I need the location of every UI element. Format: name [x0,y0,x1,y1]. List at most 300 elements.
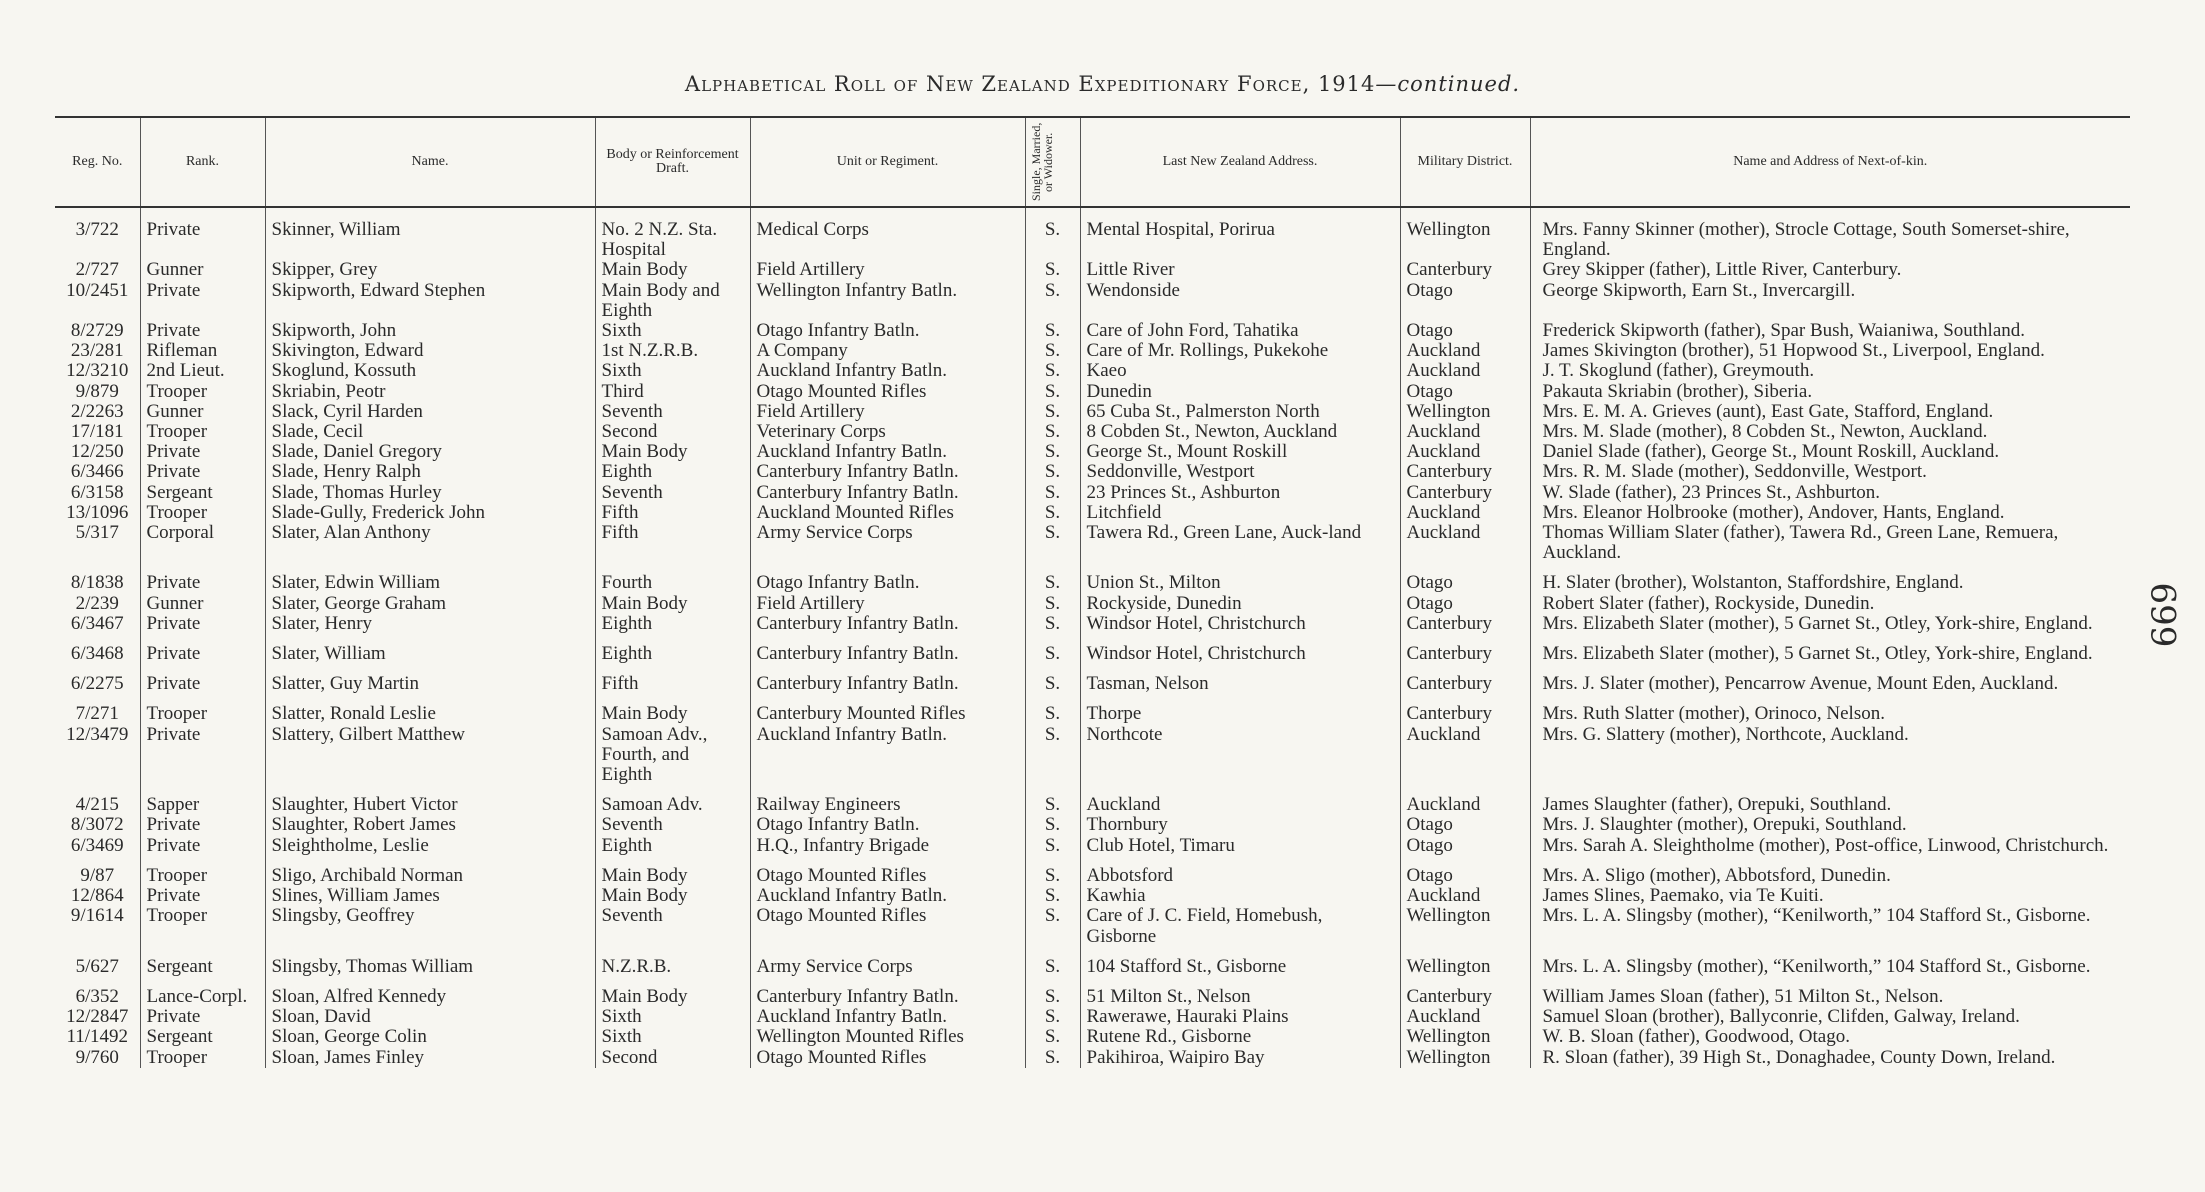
cell-rank: Private [140,462,265,482]
table-row [55,523,2130,563]
cell-reg: 4/215 [55,785,140,815]
cell-body: Fourth [595,563,750,593]
cell-rank: Private [140,664,265,694]
cell-body: Seventh [595,402,750,422]
cell-status: S. [1025,614,1080,634]
table-row [55,483,2130,503]
cell-name: Slaughter, Hubert Victor [265,785,595,815]
table-row [55,341,2130,361]
cell-district: Auckland [1400,503,1530,523]
cell-district: Wellington [1400,906,1530,946]
cell-body: Sixth [595,1007,750,1027]
table-row [55,694,2130,724]
cell-district: Auckland [1400,886,1530,906]
cell-body: Eighth [595,634,750,664]
cell-next-of-kin: Mrs. R. M. Slade (mother), Seddonville, Westport. [1542,462,1927,483]
cell-reg: 8/3072 [55,815,140,835]
cell-rank: Lance-Corpl. [140,977,265,1007]
cell-body: Main Body and Eighth [595,281,750,321]
cell-reg: 9/879 [55,382,140,402]
table-header-row [55,117,2130,207]
cell-reg: 8/2729 [55,321,140,341]
cell-status: S. [1025,906,1080,946]
cell-address: 23 Princes St., Ashburton [1080,483,1400,503]
cell-address: Care of John Ford, Tahatika [1080,321,1400,341]
cell-address: Seddonville, Westport [1080,462,1400,482]
cell-body: Sixth [595,361,750,381]
cell-next-of-kin: R. Sloan (father), 39 High St., Donaghadee, County Down, Ireland. [1542,1047,2056,1068]
cell-rank: Sergeant [140,483,265,503]
cell-next-of-kin: Thomas William Slater (father), Tawera Rd., Green Lane, Remuera, Auckland. [1542,523,2059,564]
title-main: Alphabetical Roll of New Zealand Expeditionary Force, 1914 [684,72,1376,96]
cell-status: S. [1025,725,1080,786]
cell-name: Slack, Cyril Harden [265,402,595,422]
cell-rank: Trooper [140,1048,265,1068]
cell-unit: Field Artillery [750,402,1025,422]
table-row [55,785,2130,815]
cell-district: Otago [1400,281,1530,321]
cell-rank: Trooper [140,422,265,442]
cell-name: Slade, Henry Ralph [265,462,595,482]
cell-address: 8 Cobden St., Newton, Auckland [1080,422,1400,442]
cell-status: S. [1025,382,1080,402]
cell-body: Main Body [595,260,750,280]
cell-district: Wellington [1400,207,1530,260]
cell-next-of-kin: Mrs. G. Slattery (mother), Northcote, Auckland. [1542,724,1909,745]
cell-unit: H.Q., Infantry Brigade [750,836,1025,856]
cell-district: Canterbury [1400,483,1530,503]
cell-rank: Sapper [140,785,265,815]
cell-address: Club Hotel, Timaru [1080,836,1400,856]
cell-address: 65 Cuba St., Palmerston North [1080,402,1400,422]
cell-district: Auckland [1400,725,1530,786]
cell-rank: Rifleman [140,341,265,361]
cell-next-of-kin: William James Sloan (father), 51 Milton St., Nelson. [1542,985,1944,1007]
cell-rank: Private [140,442,265,462]
cell-name: Sloan, James Finley [265,1048,595,1068]
table-row [55,402,2130,422]
cell-unit: A Company [750,341,1025,361]
cell-rank: Private [140,836,265,856]
header-nok: Name and Address of Next-of-kin. [1530,117,2130,207]
cell-status: S. [1025,815,1080,835]
cell-status: S. [1025,442,1080,462]
cell-address: Kaeo [1080,361,1400,381]
cell-district: Canterbury [1400,664,1530,694]
cell-rank: Trooper [140,382,265,402]
cell-status: S. [1025,503,1080,523]
cell-body: Seventh [595,483,750,503]
cell-body: Main Body [595,594,750,614]
cell-status: S. [1025,321,1080,341]
cell-status: S. [1025,361,1080,381]
table-row [55,563,2130,593]
cell-next-of-kin: Mrs. Eleanor Holbrooke (mother), Andover, Hants, England. [1542,502,2005,523]
cell-district: Otago [1400,836,1530,856]
cell-district: Otago [1400,382,1530,402]
table-row [55,321,2130,341]
cell-reg: 11/1492 [55,1027,140,1047]
cell-status: S. [1025,977,1080,1007]
cell-unit: Otago Infantry Batln. [750,815,1025,835]
cell-reg: 17/181 [55,422,140,442]
cell-status: S. [1025,594,1080,614]
table-row [55,281,2130,321]
header-reg: Reg. No. [55,117,140,207]
cell-next-of-kin: Mrs. J. Slaughter (mother), Orepuki, Southland. [1542,815,1907,836]
cell-name: Slade-Gully, Frederick John [265,503,595,523]
header-district: Military District. [1400,117,1530,207]
cell-unit: Otago Mounted Rifles [750,906,1025,946]
cell-next-of-kin: Mrs. E. M. A. Grieves (aunt), East Gate, Stafford, England. [1542,401,1994,422]
cell-name: Slatter, Guy Martin [265,664,595,694]
cell-district: Wellington [1400,947,1530,977]
cell-status: S. [1025,1007,1080,1027]
cell-reg: 9/760 [55,1048,140,1068]
cell-district: Otago [1400,563,1530,593]
cell-rank: Private [140,634,265,664]
cell-name: Sloan, Alfred Kennedy [265,977,595,1007]
cell-rank: Sergeant [140,1027,265,1047]
cell-body: Fifth [595,664,750,694]
cell-next-of-kin: James Skivington (brother), 51 Hopwood St., Liverpool, England. [1542,341,2045,362]
cell-unit: Railway Engineers [750,785,1025,815]
table-row [55,503,2130,523]
cell-unit: Canterbury Infantry Batln. [750,614,1025,634]
cell-reg: 6/3469 [55,836,140,856]
cell-address: Care of Mr. Rollings, Pukekohe [1080,341,1400,361]
table-row [55,594,2130,614]
cell-next-of-kin: W. B. Sloan (father), Goodwood, Otago. [1542,1027,1850,1048]
cell-next-of-kin: Robert Slater (father), Rockyside, Dunedin. [1542,593,1875,614]
title-suffix: —continued. [1375,72,1521,96]
cell-body: Fifth [595,503,750,523]
cell-body: Sixth [595,1027,750,1047]
cell-unit: Army Service Corps [750,947,1025,977]
cell-unit: Veterinary Corps [750,422,1025,442]
cell-status: S. [1025,856,1080,886]
cell-next-of-kin: James Slaughter (father), Orepuki, Southland. [1542,794,1892,816]
cell-address: 104 Stafford St., Gisborne [1080,947,1400,977]
cell-address: Rutene Rd., Gisborne [1080,1027,1400,1047]
cell-reg: 6/3466 [55,462,140,482]
cell-address: Tasman, Nelson [1080,664,1400,694]
cell-next-of-kin: Daniel Slade (father), George St., Mount Roskill, Auckland. [1542,442,2000,463]
cell-reg: 12/250 [55,442,140,462]
cell-reg: 2/727 [55,260,140,280]
cell-unit: Wellington Mounted Rifles [750,1027,1025,1047]
cell-name: Sleightholme, Leslie [265,836,595,856]
table-row [55,725,2130,786]
cell-rank: Corporal [140,523,265,563]
cell-unit: Auckland Infantry Batln. [750,361,1025,381]
cell-next-of-kin: Frederick Skipworth (father), Spar Bush, Waianiwa, Southland. [1542,321,2026,342]
cell-rank: Private [140,563,265,593]
table-row [55,856,2130,886]
cell-rank: Gunner [140,594,265,614]
cell-body: Main Body [595,694,750,724]
cell-status: S. [1025,886,1080,906]
cell-status: S. [1025,634,1080,664]
cell-unit: Auckland Infantry Batln. [750,725,1025,786]
cell-reg: 6/3468 [55,634,140,664]
cell-name: Skriabin, Peotr [265,382,595,402]
cell-next-of-kin: James Slines, Paemako, via Te Kuiti. [1542,886,1824,907]
cell-name: Slade, Cecil [265,422,595,442]
table-row [55,260,2130,280]
cell-body: Samoan Adv. [595,785,750,815]
table-row [55,1048,2130,1068]
cell-unit: Canterbury Infantry Batln. [750,664,1025,694]
header-rank: Rank. [140,117,265,207]
cell-name: Skipper, Grey [265,260,595,280]
cell-district: Auckland [1400,341,1530,361]
cell-next-of-kin: J. T. Skoglund (father), Greymouth. [1542,361,1815,382]
cell-rank: Trooper [140,503,265,523]
cell-unit: Otago Mounted Rifles [750,382,1025,402]
cell-reg: 9/1614 [55,906,140,946]
cell-body: Sixth [595,321,750,341]
cell-body: Fifth [595,523,750,563]
cell-unit: Army Service Corps [750,523,1025,563]
cell-address: George St., Mount Roskill [1080,442,1400,462]
cell-unit: Canterbury Mounted Rifles [750,694,1025,724]
cell-unit: Field Artillery [750,594,1025,614]
cell-name: Slatter, Ronald Leslie [265,694,595,724]
cell-status: S. [1025,664,1080,694]
table-row [55,1007,2130,1027]
cell-name: Slade, Thomas Hurley [265,483,595,503]
cell-rank: Private [140,281,265,321]
roll-table-container [55,116,2130,1068]
header-status [1025,117,1080,207]
cell-unit: Canterbury Infantry Batln. [750,634,1025,664]
cell-body: Seventh [595,906,750,946]
cell-unit: Canterbury Infantry Batln. [750,483,1025,503]
cell-status: S. [1025,483,1080,503]
cell-body: Main Body [595,856,750,886]
cell-unit: Otago Mounted Rifles [750,856,1025,886]
cell-district: Auckland [1400,361,1530,381]
cell-body: Eighth [595,836,750,856]
table-row [55,815,2130,835]
cell-district: Auckland [1400,523,1530,563]
cell-address: Pakihiroa, Waipiro Bay [1080,1048,1400,1068]
cell-unit: Canterbury Infantry Batln. [750,462,1025,482]
cell-next-of-kin: Mrs. Elizabeth Slater (mother), 5 Garnet St., Otley, York-shire, England. [1542,613,2093,634]
cell-status: S. [1025,341,1080,361]
cell-district: Otago [1400,321,1530,341]
cell-district: Otago [1400,856,1530,886]
cell-unit: Auckland Mounted Rifles [750,503,1025,523]
table-row [55,634,2130,664]
cell-next-of-kin: Pakauta Skriabin (brother), Siberia. [1542,381,1813,402]
cell-district: Otago [1400,594,1530,614]
cell-address: 51 Milton St., Nelson [1080,977,1400,1007]
cell-status: S. [1025,281,1080,321]
cell-unit: Field Artillery [750,260,1025,280]
cell-rank: Gunner [140,260,265,280]
cell-reg: 6/3158 [55,483,140,503]
cell-next-of-kin: Mrs. L. A. Slingsby (mother), “Kenilworth,” 104 Stafford St., Gisborne. [1542,906,2091,927]
cell-name: Slater, Edwin William [265,563,595,593]
cell-body: 1st N.Z.R.B. [595,341,750,361]
table-row [55,422,2130,442]
cell-district: Auckland [1400,785,1530,815]
cell-reg: 6/3467 [55,614,140,634]
cell-address: Care of J. C. Field, Homebush, Gisborne [1080,906,1400,946]
cell-unit: Otago Mounted Rifles [750,1048,1025,1068]
cell-body: Second [595,1048,750,1068]
cell-rank: Trooper [140,694,265,724]
cell-next-of-kin: W. Slade (father), 23 Princes St., Ashburton. [1542,482,1881,503]
table-row [55,382,2130,402]
table-row [55,614,2130,634]
cell-body: Eighth [595,614,750,634]
cell-address: Mental Hospital, Porirua [1080,207,1400,260]
cell-body: Main Body [595,442,750,462]
cell-rank: Trooper [140,906,265,946]
cell-rank: Private [140,321,265,341]
cell-reg: 2/239 [55,594,140,614]
table-row [55,462,2130,482]
cell-rank: Private [140,1007,265,1027]
cell-reg: 5/627 [55,947,140,977]
cell-address: Auckland [1080,785,1400,815]
cell-next-of-kin: George Skipworth, Earn St., Invercargill. [1542,280,1856,301]
page-title [0,72,2205,96]
cell-body: Main Body [595,977,750,1007]
cell-next-of-kin: Mrs. Fanny Skinner (mother), Strocle Cottage, South Somerset-shire, England. [1542,219,2070,261]
cell-name: Sloan, David [265,1007,595,1027]
header-unit: Unit or Regiment. [750,117,1025,207]
cell-district: Auckland [1400,442,1530,462]
cell-address: Wendonside [1080,281,1400,321]
cell-reg: 12/864 [55,886,140,906]
cell-next-of-kin: Samuel Sloan (brother), Ballyconrie, Clifden, Galway, Ireland. [1542,1007,2020,1028]
cell-rank: Private [140,886,265,906]
cell-address: Windsor Hotel, Christchurch [1080,634,1400,664]
cell-district: Canterbury [1400,694,1530,724]
cell-body: Eighth [595,462,750,482]
cell-district: Wellington [1400,402,1530,422]
table-body [55,207,2130,1068]
cell-body: N.Z.R.B. [595,947,750,977]
cell-name: Slater, Alan Anthony [265,523,595,563]
cell-status: S. [1025,523,1080,563]
cell-name: Slingsby, Geoffrey [265,906,595,946]
cell-body: Third [595,382,750,402]
cell-reg: 23/281 [55,341,140,361]
cell-name: Sligo, Archibald Norman [265,856,595,886]
cell-rank: Private [140,207,265,260]
cell-next-of-kin: Mrs. A. Sligo (mother), Abbotsford, Dunedin. [1542,864,1891,886]
cell-name: Slade, Daniel Gregory [265,442,595,462]
cell-body: Samoan Adv., Fourth, and Eighth [595,725,750,786]
cell-reg: 12/2847 [55,1007,140,1027]
cell-district: Wellington [1400,1048,1530,1068]
header-body: Body or Reinforcement Draft. [595,117,750,207]
cell-body: No. 2 N.Z. Sta. Hospital [595,207,750,260]
cell-status: S. [1025,1027,1080,1047]
cell-next-of-kin: H. Slater (brother), Wolstanton, Staffordshire, England. [1542,572,1964,594]
cell-district: Canterbury [1400,614,1530,634]
cell-status: S. [1025,402,1080,422]
cell-reg: 5/317 [55,523,140,563]
cell-reg: 12/3479 [55,725,140,786]
cell-body: Seventh [595,815,750,835]
cell-name: Skipworth, John [265,321,595,341]
cell-district: Canterbury [1400,977,1530,1007]
header-status-label: Single, Married, or Widower. [1028,122,1055,202]
cell-status: S. [1025,785,1080,815]
cell-status: S. [1025,422,1080,442]
cell-unit: Auckland Infantry Batln. [750,886,1025,906]
cell-status: S. [1025,947,1080,977]
cell-district: Auckland [1400,422,1530,442]
cell-status: S. [1025,836,1080,856]
cell-address: Windsor Hotel, Christchurch [1080,614,1400,634]
cell-address: Union St., Milton [1080,563,1400,593]
cell-address: Rockyside, Dunedin [1080,594,1400,614]
cell-reg: 6/352 [55,977,140,1007]
cell-unit: Otago Infantry Batln. [750,563,1025,593]
cell-status: S. [1025,207,1080,260]
table-row [55,947,2130,977]
cell-district: Canterbury [1400,260,1530,280]
header-address: Last New Zealand Address. [1080,117,1400,207]
cell-next-of-kin: Mrs. Sarah A. Sleightholme (mother), Post-office, Linwood, Christchurch. [1542,835,2109,856]
cell-status: S. [1025,563,1080,593]
cell-name: Skivington, Edward [265,341,595,361]
cell-reg: 13/1096 [55,503,140,523]
cell-reg: 7/271 [55,694,140,724]
cell-address: Little River [1080,260,1400,280]
table-row [55,836,2130,856]
cell-name: Skoglund, Kossuth [265,361,595,381]
cell-district: Wellington [1400,1027,1530,1047]
cell-district: Canterbury [1400,462,1530,482]
cell-body: Main Body [595,886,750,906]
table-row [55,886,2130,906]
cell-district: Canterbury [1400,634,1530,664]
cell-unit: Medical Corps [750,207,1025,260]
cell-name: Skinner, William [265,207,595,260]
page-number: 699 [2142,582,2183,648]
table-row [55,977,2130,1007]
cell-reg: 8/1838 [55,563,140,593]
cell-unit: Auckland Infantry Batln. [750,442,1025,462]
cell-name: Slater, Henry [265,614,595,634]
cell-rank: Sergeant [140,947,265,977]
cell-unit: Auckland Infantry Batln. [750,1007,1025,1027]
cell-rank: 2nd Lieut. [140,361,265,381]
cell-reg: 2/2263 [55,402,140,422]
cell-name: Slines, William James [265,886,595,906]
cell-rank: Private [140,815,265,835]
cell-address: Northcote [1080,725,1400,786]
table-row [55,442,2130,462]
cell-name: Slattery, Gilbert Matthew [265,725,595,786]
cell-name: Slingsby, Thomas William [265,947,595,977]
cell-status: S. [1025,694,1080,724]
cell-address: Kawhia [1080,886,1400,906]
cell-reg: 3/722 [55,207,140,260]
cell-rank: Private [140,725,265,786]
cell-address: Thornbury [1080,815,1400,835]
cell-reg: 6/2275 [55,664,140,694]
cell-next-of-kin: Mrs. Ruth Slatter (mother), Orinoco, Nelson. [1542,703,1885,725]
